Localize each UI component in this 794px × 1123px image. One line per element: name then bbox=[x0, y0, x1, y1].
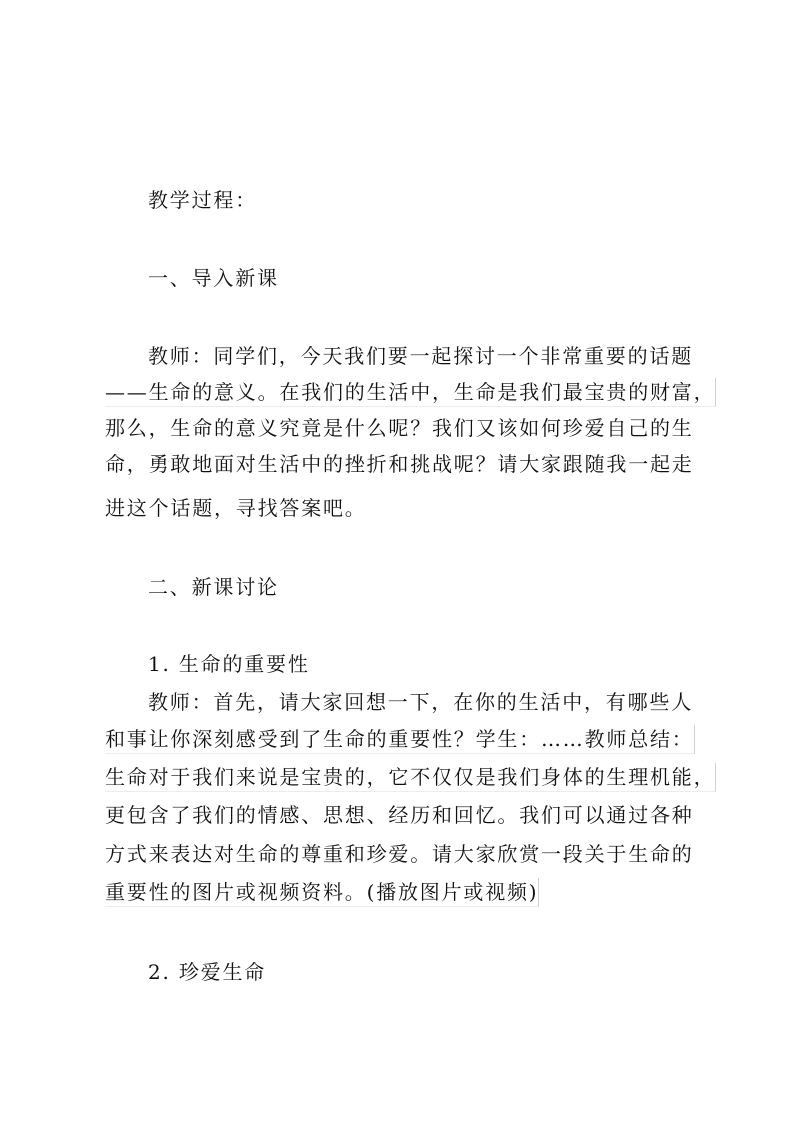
subsection-1-title: 1. 生命的重要性 bbox=[148, 652, 310, 676]
section-1-paragraph-line-1: 教师：同学们，今天我们要一起探讨一个非常重要的话题 bbox=[148, 344, 693, 368]
subsection-1-paragraph-line-1: 教师：首先，请大家回想一下，在你的生活中，有哪些人 bbox=[148, 690, 693, 714]
subsection-1-paragraph-line-4: 更包含了我们的情感、思想、经历和回忆。我们可以通过各种 bbox=[105, 803, 694, 827]
section-2-title: 二、新课讨论 bbox=[148, 575, 279, 599]
section-1-paragraph-line-2: ——生命的意义。在我们的生活中，生命是我们最宝贵的财富， bbox=[105, 378, 716, 407]
section-1-paragraph-line-4: 命，勇敢地面对生活中的挫折和挑战呢？请大家跟随我一起走 bbox=[105, 452, 694, 476]
section-1-paragraph-line-3: 那么，生命的意义究竟是什么呢？我们又该如何珍爱自己的生 bbox=[105, 416, 694, 440]
subsection-1-paragraph-line-6: 重要性的图片或视频资料。(播放图片或视频) bbox=[105, 878, 539, 907]
subsection-2-title: 2. 珍爱生命 bbox=[148, 960, 267, 984]
subsection-1-paragraph-line-5: 方式来表达对生命的尊重和珍爱。请大家欣赏一段关于生命的 bbox=[105, 842, 694, 866]
subsection-1-paragraph-line-2: 和事让你深刻感受到了生命的重要性？学生：……教师总结： bbox=[105, 725, 695, 754]
section-1-title: 一、导入新课 bbox=[148, 266, 279, 290]
subsection-1-paragraph-line-3: 生命对于我们来说是宝贵的，它不仅仅是我们身体的生理机能， bbox=[105, 763, 716, 792]
teaching-process-heading: 教学过程： bbox=[148, 188, 257, 212]
section-1-paragraph-line-5: 进这个话题，寻找答案吧。 bbox=[105, 496, 367, 520]
